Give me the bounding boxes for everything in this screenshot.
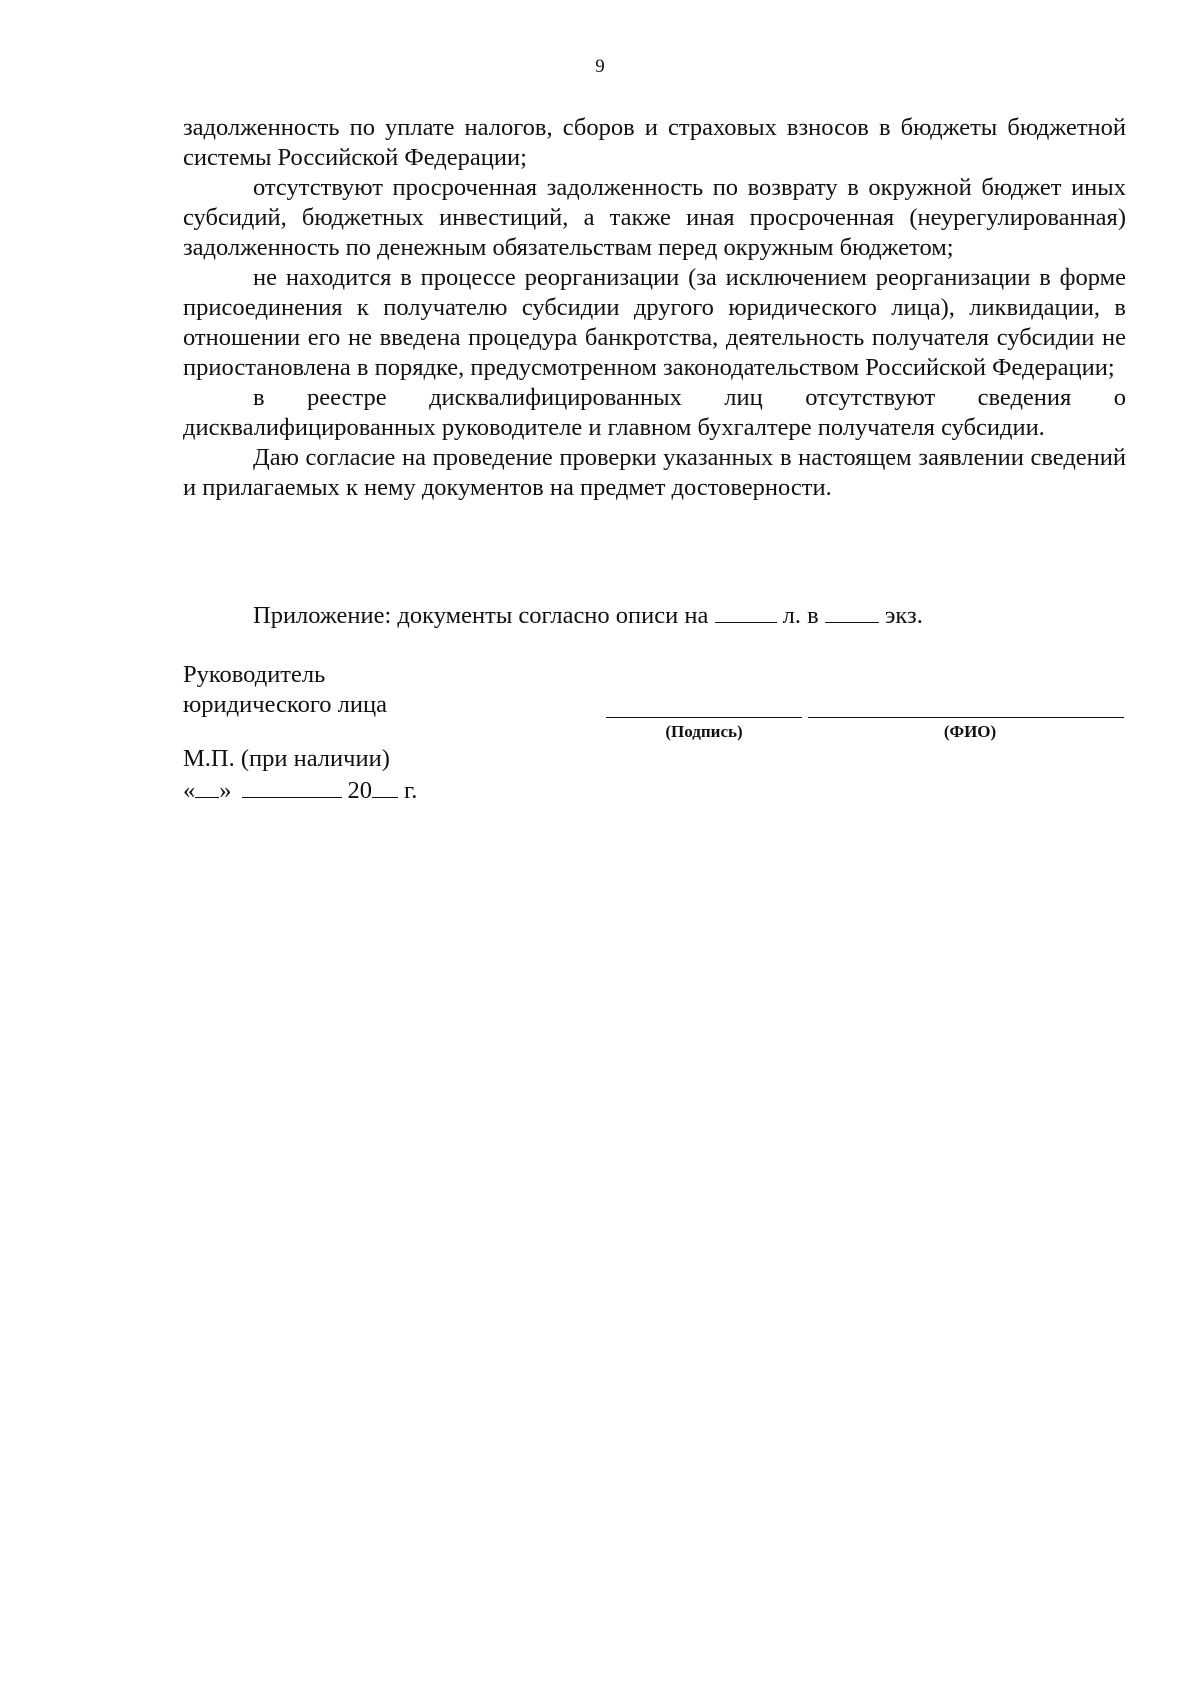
paragraph-reorganization: не находится в процессе реорганизации (за исключением реорганизации в форме присоединения к получателю субсидии другого юридического лица), ликвидации, в отношении его не введена процедура банкротства, деятельность получателя субсидии не приостановлена в порядке, предусмотренном законодательством Российской Федерации;: [183, 264, 1126, 381]
signatory-title-line1: Руководитель: [183, 661, 326, 688]
copies-count-blank[interactable]: [825, 600, 879, 623]
paragraph-consent: Даю согласие на проведение проверки указанных в настоящем заявлении сведений и прилагаемых к нему документов на предмет достоверности.: [183, 444, 1126, 501]
full-name-caption: (ФИО): [943, 722, 997, 741]
sheets-count-blank[interactable]: [715, 600, 777, 623]
full-name-line[interactable]: [808, 717, 1124, 718]
page-number: 9: [595, 56, 605, 77]
attachment-suffix: экз.: [884, 602, 923, 629]
signature-line[interactable]: [606, 717, 802, 718]
attachment-line: [253, 600, 923, 631]
paragraph-disqualified-registry: в реестре дисквалифицированных лиц отсутствуют сведения о дисквалифицированных руководителе и главном бухгалтере получателя субсидии.: [183, 384, 1126, 441]
day-blank[interactable]: [195, 775, 219, 798]
signatory-title-line2: юридического лица: [183, 691, 387, 718]
date-year-suffix: г.: [404, 777, 418, 804]
signatory-title: [183, 660, 387, 720]
date-close-quote: »: [219, 777, 232, 804]
paragraph-tax-debt: задолженность по уплате налогов, сборов и страховых взносов в бюджеты бюджетной системы Российской Федерации;: [183, 114, 1126, 171]
date-year-prefix: 20: [347, 777, 372, 804]
paragraph-overdue-debt: отсутствуют просроченная задолженность по возврату в окружной бюджет иных субсидий, бюджетных инвестиций, а также иная просроченная (неурегулированная) задолженность по денежным обязательствам перед окружным бюджетом;: [183, 174, 1126, 261]
document-body: [183, 113, 1126, 503]
attachment-middle: л. в: [782, 602, 819, 629]
signature-caption: (Подпись): [665, 722, 743, 741]
stamp-label: М.П. (при наличии): [183, 745, 390, 772]
month-blank[interactable]: [242, 775, 342, 798]
date-open-quote: «: [183, 777, 196, 804]
year-blank[interactable]: [372, 775, 398, 798]
attachment-prefix: Приложение: документы согласно описи на: [253, 602, 709, 629]
date-line: [183, 775, 417, 806]
